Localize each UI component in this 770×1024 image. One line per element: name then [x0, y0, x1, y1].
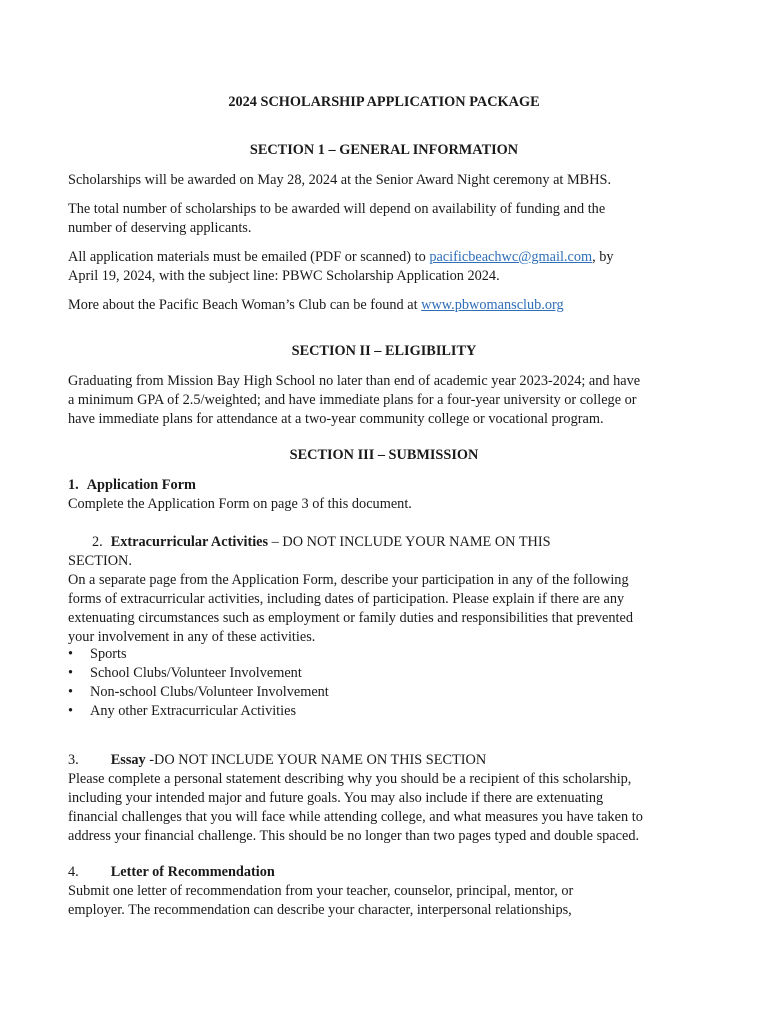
email-link[interactable]: pacificbeachwc@gmail.com	[429, 249, 593, 265]
item-4-heading	[68, 863, 275, 882]
bullet-icon: •	[68, 665, 74, 681]
list-item	[68, 664, 329, 683]
bullet-icon: •	[68, 684, 74, 700]
item-2-line-2: forms of extracurricular activities, including dates of participation. Please explain if there are any	[68, 591, 625, 607]
website-link[interactable]: www.pbwomansclub.org	[421, 297, 564, 313]
item-2-line-1: On a separate page from the Application Form, describe your participation in any of the following	[68, 572, 629, 588]
item-4-number: 4.	[68, 864, 79, 880]
item-3-line-1: Please complete a personal statement describing why you should be a recipient of this scholarship,	[68, 771, 632, 787]
bullet-text: Sports	[90, 646, 127, 662]
item-3-heading	[68, 751, 486, 770]
item-2-number: 2.	[92, 534, 103, 550]
section-3-heading: SECTION III – SUBMISSION	[289, 447, 479, 463]
bullet-icon: •	[68, 646, 74, 662]
item-1-number: 1.	[68, 477, 79, 493]
list-item	[68, 702, 329, 721]
section-1-paragraph-3	[68, 248, 614, 267]
list-item	[68, 645, 329, 664]
email-intro-text: All application materials must be emailed (PDF or scanned) to	[68, 249, 430, 265]
item-2-heading	[68, 533, 551, 552]
item-4-line-2: employer. The recommendation can describe your character, interpersonal relationships,	[68, 902, 572, 918]
eligibility-line-1: Graduating from Mission Bay High School no later than end of academic year 2023-2024; and have	[68, 373, 641, 389]
section-1-paragraph-2-line-2: number of deserving applicants.	[68, 220, 252, 236]
item-3-line-4: address your financial challenge. This should be no longer than two pages typed and double spaced.	[68, 828, 640, 844]
item-1-title: Application Form	[86, 477, 196, 493]
section-1-heading: SECTION 1 – GENERAL INFORMATION	[249, 142, 519, 158]
website-intro-text: More about the Pacific Beach Woman’s Club can be found at	[68, 297, 422, 313]
eligibility-line-2: a minimum GPA of 2.5/weighted; and have immediate plans for a four-year university or college or	[68, 392, 637, 408]
eligibility-line-3: have immediate plans for attendance at a two-year community college or vocational program.	[68, 411, 604, 427]
bullet-text: School Clubs/Volunteer Involvement	[90, 665, 302, 681]
list-item	[68, 683, 329, 702]
activity-bullet-list	[68, 645, 329, 721]
item-1-heading	[68, 476, 196, 495]
item-2-line-4: your involvement in any of these activities.	[68, 629, 316, 645]
document-title: 2024 SCHOLARSHIP APPLICATION PACKAGE	[228, 94, 540, 110]
item-3-line-3: financial challenges that you will face while attending college, and what measures you have taken to	[68, 809, 643, 825]
item-2-warning: – DO NOT INCLUDE YOUR NAME ON THIS	[268, 534, 551, 550]
item-3-title: Essay	[110, 752, 146, 768]
bullet-text: Non-school Clubs/Volunteer Involvement	[90, 684, 329, 700]
section-1-paragraph-2-line-1: The total number of scholarships to be awarded will depend on availability of funding and the	[68, 201, 606, 217]
item-3-number: 3.	[68, 752, 79, 768]
item-3-line-2: including your intended major and future goals. You may also include if there are extenuating	[68, 790, 604, 806]
section-2-heading: SECTION II – ELIGIBILITY	[291, 343, 477, 359]
item-2-line-3: extenuating circumstances such as employment or family duties and responsibilities that prevented	[68, 610, 633, 626]
item-2-title: Extracurricular Activities	[110, 534, 269, 550]
bullet-icon: •	[68, 703, 74, 719]
item-2-warning-line-2: SECTION.	[68, 553, 132, 569]
bullet-text: Any other Extracurricular Activities	[90, 703, 297, 719]
item-1-text: Complete the Application Form on page 3 of this document.	[68, 496, 412, 512]
section-1-paragraph-1: Scholarships will be awarded on May 28, 2024 at the Senior Award Night ceremony at MBHS.	[68, 172, 612, 188]
item-4-title: Letter of Recommendation	[110, 864, 275, 880]
email-after-text: , by	[592, 249, 614, 265]
section-1-paragraph-3-line-2: April 19, 2024, with the subject line: PBWC Scholarship Application 2024.	[68, 268, 500, 284]
item-3-warning: -DO NOT INCLUDE YOUR NAME ON THIS SECTION	[145, 752, 487, 768]
section-1-paragraph-4	[68, 296, 564, 315]
item-4-line-1: Submit one letter of recommendation from your teacher, counselor, principal, mentor, or	[68, 883, 574, 899]
